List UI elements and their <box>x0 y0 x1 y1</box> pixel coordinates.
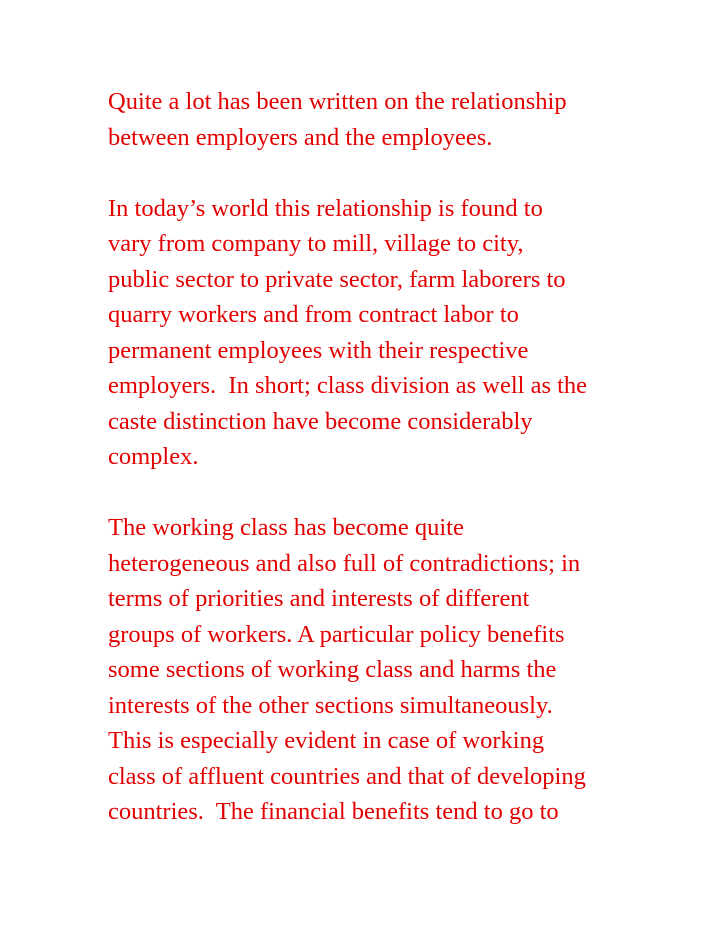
text-line: heterogeneous and also full of contradictions; in <box>108 549 581 577</box>
paragraph-3 <box>108 510 720 830</box>
paragraph-2 <box>108 191 720 475</box>
text-line: groups of workers. A particular policy benefits <box>108 620 565 648</box>
text-line: vary from company to mill, village to city, <box>108 230 524 257</box>
text-line: public sector to private sector, farm laborers to <box>108 265 566 293</box>
text-line: In today’s world this relationship is found to <box>108 194 543 222</box>
text-line: class of affluent countries and that of developing <box>108 762 586 790</box>
text-line: Quite a lot has been written on the relationship <box>108 88 567 115</box>
paragraph-spacer <box>108 155 720 191</box>
text-line: some sections of working class and harms the <box>108 656 557 683</box>
text-line: countries. The financial benefits tend to go to <box>108 798 559 825</box>
paragraph-spacer <box>108 475 720 511</box>
text-line: terms of priorities and interests of different <box>108 585 530 612</box>
text-line: between employers and the employees. <box>108 123 493 151</box>
document-body <box>108 84 720 830</box>
text-line: The working class has become quite <box>108 514 464 541</box>
text-line: complex. <box>108 443 199 470</box>
text-line: permanent employees with their respective <box>108 336 529 364</box>
paragraph-1 <box>108 84 720 155</box>
text-line: This is especially evident in case of working <box>108 727 545 754</box>
text-line: employers. In short; class division as well as the <box>108 372 588 399</box>
text-line: quarry workers and from contract labor to <box>108 301 519 328</box>
text-line: interests of the other sections simultaneously. <box>108 691 553 719</box>
text-line: caste distinction have become considerably <box>108 407 533 435</box>
